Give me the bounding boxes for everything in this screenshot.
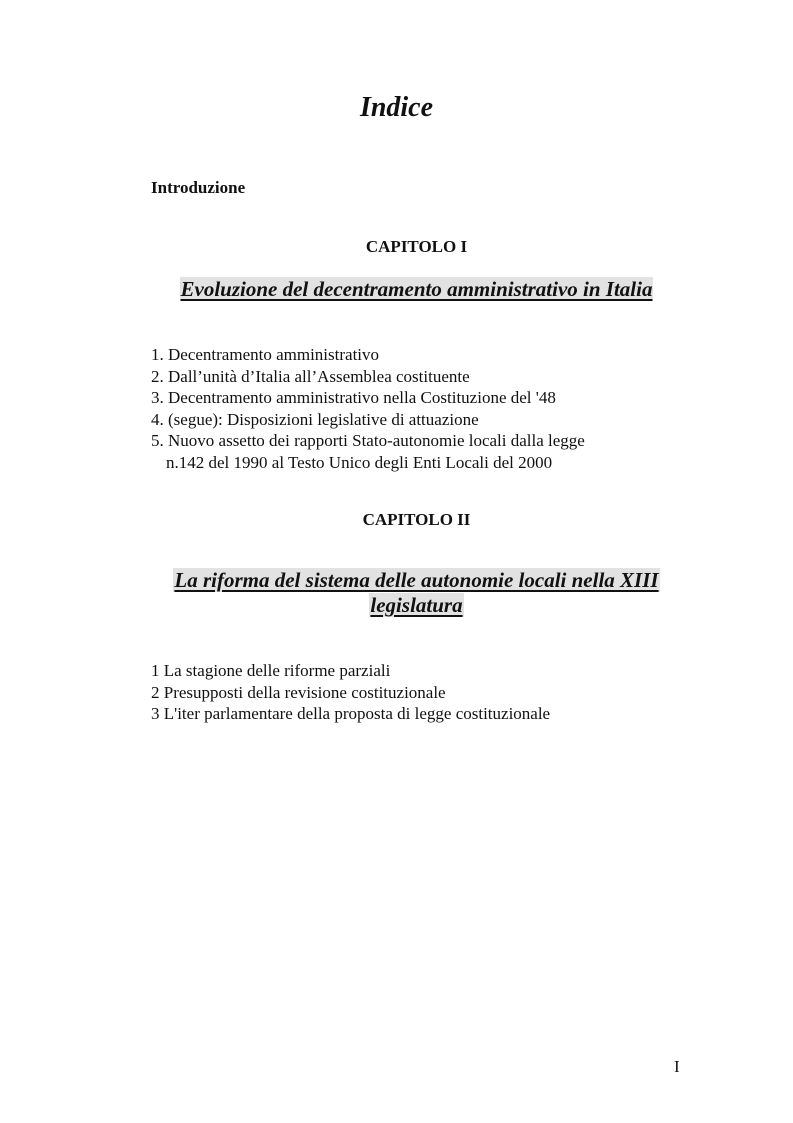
page-title: Indice	[359, 92, 434, 123]
toc-entry-continuation: n.142 del 1990 al Testo Unico degli Enti Locali del 2000	[166, 452, 553, 472]
toc-entry: 1 La stagione delle riforme parziali	[151, 661, 391, 680]
chapter-2-section-list	[151, 660, 550, 725]
chapter-1-section-list	[151, 344, 585, 473]
chapter-1-title-line: Evoluzione del decentramento amministrativo in Italia	[180, 277, 653, 301]
chapter-2-label: CAPITOLO II	[362, 510, 471, 529]
chapter-2-title-line: legislatura	[370, 593, 463, 617]
page-number: I	[674, 1057, 680, 1076]
chapter-1-title	[0, 277, 793, 302]
toc-entry: 4. (segue): Disposizioni legislative di attuazione	[151, 409, 479, 429]
toc-entry: 1. Decentramento amministrativo	[151, 345, 380, 364]
toc-entry: 2 Presupposti della revisione costituzionale	[151, 682, 446, 702]
toc-entry-text: 5. Nuovo assetto dei rapporti Stato-autonomie locali dalla legge	[151, 431, 585, 450]
toc-entry: 2. Dall’unità d’Italia all’Assemblea costituente	[151, 366, 470, 386]
toc-entry: 3 L'iter parlamentare della proposta di legge costituzionale	[151, 704, 551, 723]
toc-entry	[151, 430, 585, 473]
toc-introduction: Introduzione	[151, 178, 246, 197]
chapter-2-title-line: La riforma del sistema delle autonomie locali nella XIII	[174, 568, 659, 592]
chapter-1-label: CAPITOLO I	[365, 237, 468, 256]
chapter-2-title	[0, 568, 793, 618]
toc-entry: 3. Decentramento amministrativo nella Costituzione del '48	[151, 388, 556, 407]
